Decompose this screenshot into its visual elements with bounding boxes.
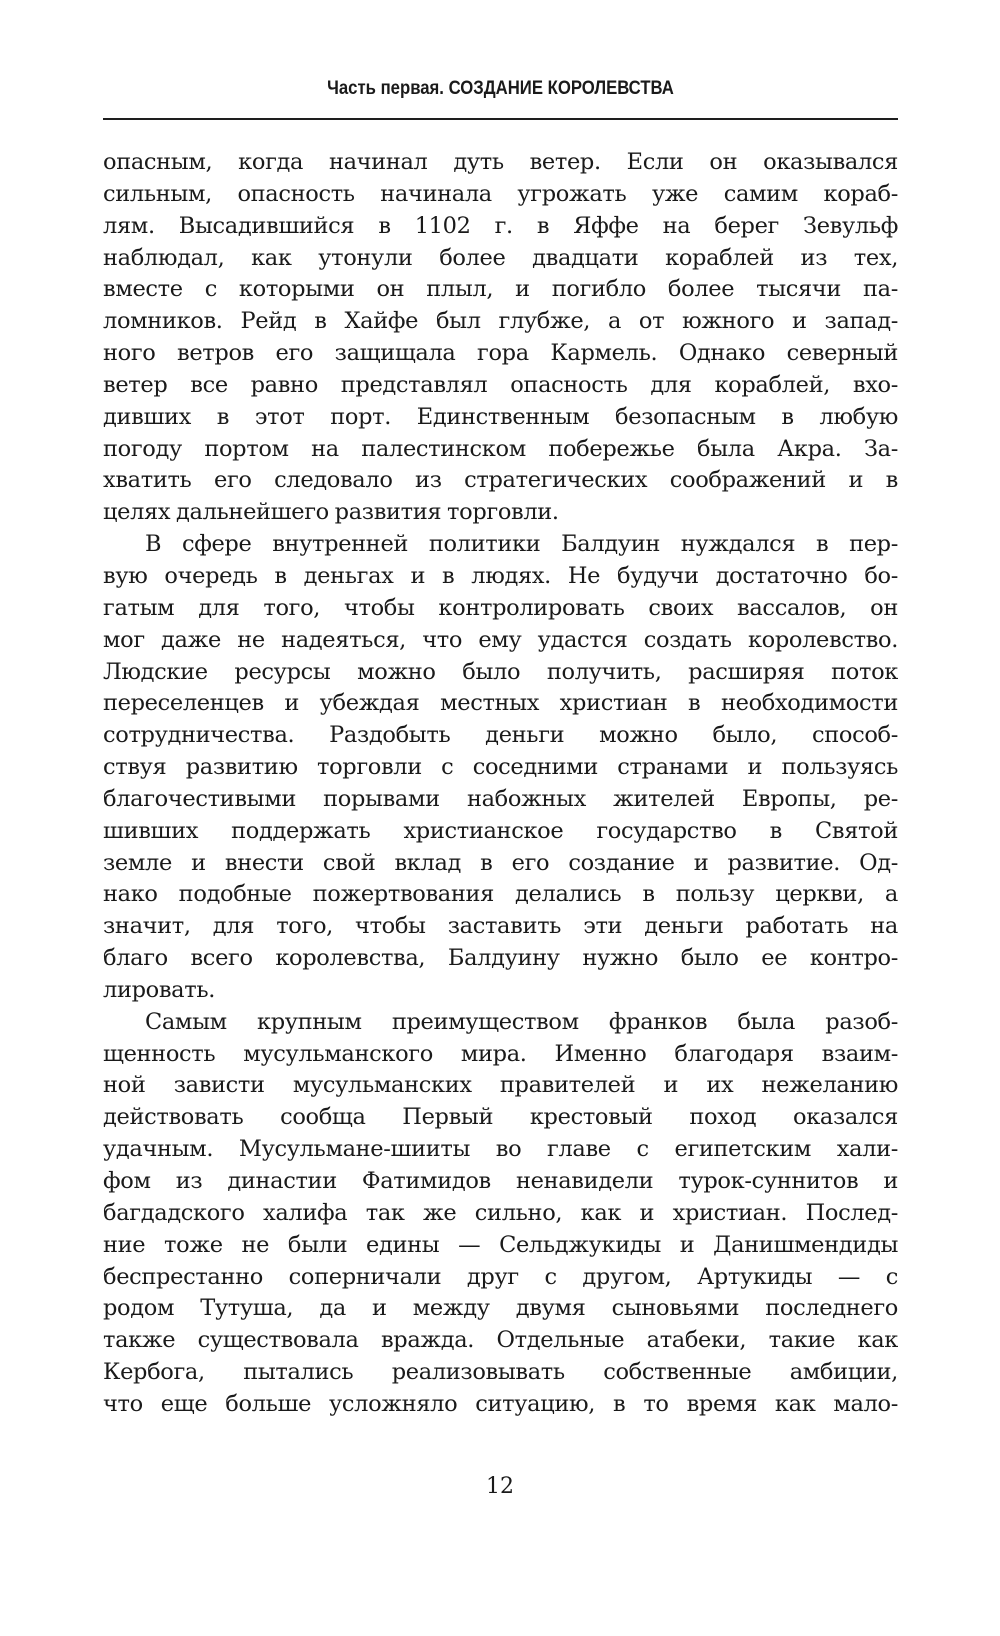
text-line: ного ветров его защищала гора Кармель. Однако северный: [103, 340, 898, 367]
paragraph-1: [103, 147, 898, 529]
text-line: хватить его следовало из стратегических соображений и в: [103, 467, 898, 494]
text-line: ветер все равно представлял опасность для кораблей, вхо-: [103, 371, 898, 398]
text-line: опасным, когда начинал дуть ветер. Если он оказывался: [103, 149, 898, 175]
text-line: ствуя развитию торговли с соседними странами и пользуясь: [103, 754, 898, 781]
text-line: нако подобные пожертвования делались в пользу церкви, а: [103, 881, 898, 908]
text-line: удачным. Мусульмане-шииты во главе с египетским хали-: [103, 1136, 898, 1163]
body-text: [103, 147, 898, 1421]
text-line: вместе с которыми он плыл, и погибло более тысячи па-: [103, 276, 898, 303]
text-line: мог даже не надеяться, что ему удастся создать королевство.: [103, 626, 898, 653]
text-line: сотрудничества. Раздобыть деньги можно было, способ-: [103, 722, 898, 749]
page-number: 12: [486, 1474, 514, 1499]
text-line: земле и внести свой вклад в его создание и развитие. Од-: [103, 849, 898, 876]
text-line: значит, для того, чтобы заставить эти деньги работать на: [103, 913, 898, 940]
text-line: целях дальнейшего развития торговли.: [103, 499, 559, 526]
text-line: гатым для того, чтобы контролировать своих вассалов, он: [103, 594, 898, 621]
text-line: лям. Высадившийся в 1102 г. в Яффе на берег Зевульф: [103, 212, 898, 239]
text-line: В сфере внутренней политики Балдуин нуждался в пер-: [145, 531, 898, 558]
text-line: ние тоже не были едины — Сельджукиды и Данишмендиды: [103, 1231, 898, 1258]
text-line: наблюдал, как утонули более двадцати кораблей из тех,: [103, 244, 898, 271]
text-line: сильным, опасность начинала угрожать уже самим кораб-: [103, 180, 898, 207]
running-header: [103, 72, 898, 120]
text-line: благочестивыми порывами набожных жителей Европы, ре-: [103, 785, 898, 812]
text-line: благо всего королевства, Балдуину нужно было ее контро-: [103, 945, 898, 972]
text-line: фом из династии Фатимидов ненавидели турок-суннитов и: [103, 1168, 898, 1194]
text-line: погоду портом на палестинском побережье была Акра. За-: [103, 435, 898, 462]
text-line: что еще больше усложняло ситуацию, в то время как мало-: [103, 1390, 898, 1417]
text-line: щенность мусульманского мира. Именно благодаря взаим-: [103, 1040, 898, 1067]
text-line: багдадского халифа так же сильно, как и христиан. Послед-: [103, 1199, 898, 1226]
header-title: Часть первая. СОЗДАНИЕ КОРОЛЕВСТВА: [327, 78, 674, 99]
paragraph-3: [103, 1007, 898, 1421]
text-line: беспрестанно соперничали друг с другом, Артукиды — с: [103, 1263, 898, 1290]
text-line: вую очередь в деньгах и в людях. Не будучи достаточно бо-: [103, 562, 898, 589]
text-line: Людские ресурсы можно было получить, расширяя поток: [103, 658, 898, 685]
text-line: шивших поддержать христианское государство в Святой: [103, 817, 898, 844]
text-line: родом Тутуша, да и между двумя сыновьями последнего: [103, 1295, 898, 1322]
text-line: Самым крупным преимуществом франков была разоб-: [145, 1008, 898, 1035]
text-line: дивших в этот порт. Единственным безопасным в любую: [103, 403, 898, 430]
text-line: Кербога, пытались реализовывать собственные амбиции,: [103, 1359, 898, 1386]
text-line: ной зависти мусульманских правителей и их нежеланию: [103, 1072, 898, 1099]
text-line: действовать сообща Первый крестовый поход оказался: [103, 1104, 898, 1131]
text-line: ломников. Рейд в Хайфе был глубже, а от южного и запад-: [103, 308, 898, 335]
paragraph-2: [103, 529, 898, 1007]
text-line: переселенцев и убеждая местных христиан в необходимости: [103, 690, 898, 717]
text-line: также существовала вражда. Отдельные атабеки, такие как: [103, 1327, 898, 1354]
text-line: лировать.: [103, 976, 216, 1003]
